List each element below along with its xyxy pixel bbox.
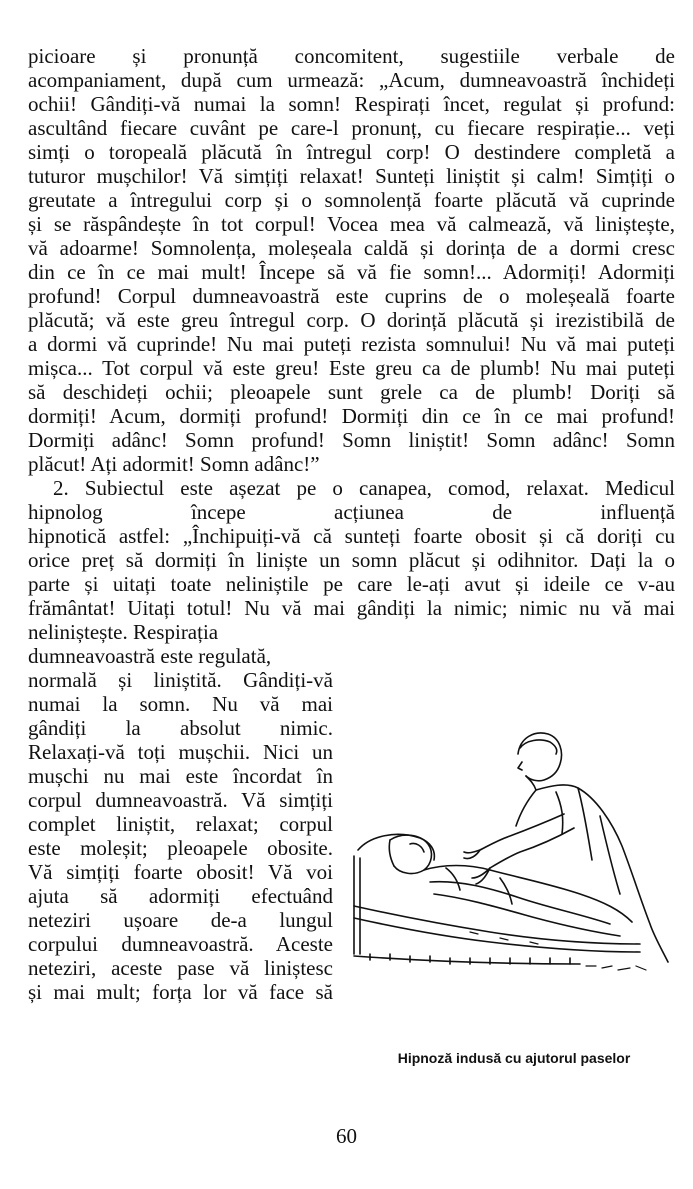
column-text-line: gândiți la absolut nimic. xyxy=(28,716,333,740)
text-line: dormiți! Acum, dormiți profund! Dormiți din ce în ce mai profund! xyxy=(28,404,675,428)
text-line: din ce în ce mai mult! Începe să vă fie somn!... Adormiți! Adormiți xyxy=(28,260,675,284)
text-line: profund! Corpul dumneavoastră este cuprins de o moleșeală foarte xyxy=(28,284,675,308)
column-text-line: mușchi nu mai este încordat în xyxy=(28,764,333,788)
column-text-line: complet liniștit, relaxat; corpul xyxy=(28,812,333,836)
text-line: a dormi vă cuprinde! Nu mai puteți rezista somnului! Nu vă mai puteți xyxy=(28,332,675,356)
text-line: simți o toropeală plăcută în întregul corp! O destindere completă a xyxy=(28,140,675,164)
text-line: greutate a întregului corp și o somnolență foarte plăcută vă cuprinde xyxy=(28,188,675,212)
column-text-line: ajuta să adormiți efectuând xyxy=(28,884,333,908)
column-text-line: Relaxați-vă toți mușchii. Nici un xyxy=(28,740,333,764)
paragraph-start-line: 2. Subiectul este așezat pe o canapea, comod, relaxat. Medicul xyxy=(53,476,675,500)
column-text-line: dumneavoastră este regulată, xyxy=(28,644,272,668)
text-line: plăcută; vă este greu întregul corp. O dorință plăcută și irezistibilă de xyxy=(28,308,675,332)
text-line: mișca... Tot corpul vă este greu! Este greu ca de plumb! Nu mai puteți xyxy=(28,356,675,380)
column-text-line: numai la somn. Nu vă mai xyxy=(28,692,333,716)
figure-caption: Hipnoză indusă cu ajutorul paselor xyxy=(397,1050,631,1066)
column-text-line: neteziri ușoare de-a lungul xyxy=(28,908,333,932)
text-line: vă adoarme! Somnolența, moleșeala caldă și dorința de a dormi cresc xyxy=(28,236,675,260)
text-line: hipnolog începe acțiunea de influență xyxy=(28,500,675,524)
text-line: să deschideți ochii; pleoapele sunt grele ca de plumb! Doriți să xyxy=(28,380,675,404)
column-text-line: normală și liniștită. Gândiți-vă xyxy=(28,668,333,692)
text-line: și se răspândește în tot corpul! Vocea mea vă calmează, vă liniștește, xyxy=(28,212,675,236)
text-line: orice preț să dormiți în liniște un somn plăcut și odihnitor. Dați la o xyxy=(28,548,675,572)
text-line: acompaniament, după cum urmează: „Acum, dumneavoastră închideți xyxy=(28,68,675,92)
column-text-line: și mai mult; forța lor vă face să xyxy=(28,980,333,1004)
hypnosis-illustration xyxy=(350,718,676,978)
text-line: hipnotică astfel: „Închipuiți-vă că sunteți foarte obosit și că doriți cu xyxy=(28,524,675,548)
column-text-line: este moleșit; pleoapele obosite. xyxy=(28,836,333,860)
page-number: 60 xyxy=(336,1124,357,1148)
text-line: frământat! Uitați totul! Nu vă mai gândiți la nimic; nimic nu vă mai xyxy=(28,596,675,620)
column-text-line: neteziri, aceste pase vă liniștesc xyxy=(28,956,333,980)
text-line: tuturor mușchilor! Vă simțiți relaxat! Sunteți liniștit și calm! Simțiți o xyxy=(28,164,675,188)
text-line: picioare și pronunță concomitent, sugestiile verbale de xyxy=(28,44,675,68)
text-line: plăcut! Ați adormit! Somn adânc!” xyxy=(28,452,320,476)
text-line: ochii! Gândiți-vă numai la somn! Respirați încet, regulat și profund: xyxy=(28,92,675,116)
text-line: neliniștește. Respirația xyxy=(28,620,219,644)
text-line: parte și uitați toate neliniștile pe care le-ați avut și ideile ce v-au xyxy=(28,572,675,596)
column-text-line: corpul dumneavoastră. Vă simțiți xyxy=(28,788,333,812)
column-text-line: Vă simțiți foarte obosit! Vă voi xyxy=(28,860,333,884)
text-line: ascultând fiecare cuvânt pe care-l pronunț, cu fiecare respirație... veți xyxy=(28,116,675,140)
text-line: Dormiți adânc! Somn profund! Somn liniștit! Somn adânc! Somn xyxy=(28,428,675,452)
column-text-line: corpului dumneavoastră. Aceste xyxy=(28,932,333,956)
